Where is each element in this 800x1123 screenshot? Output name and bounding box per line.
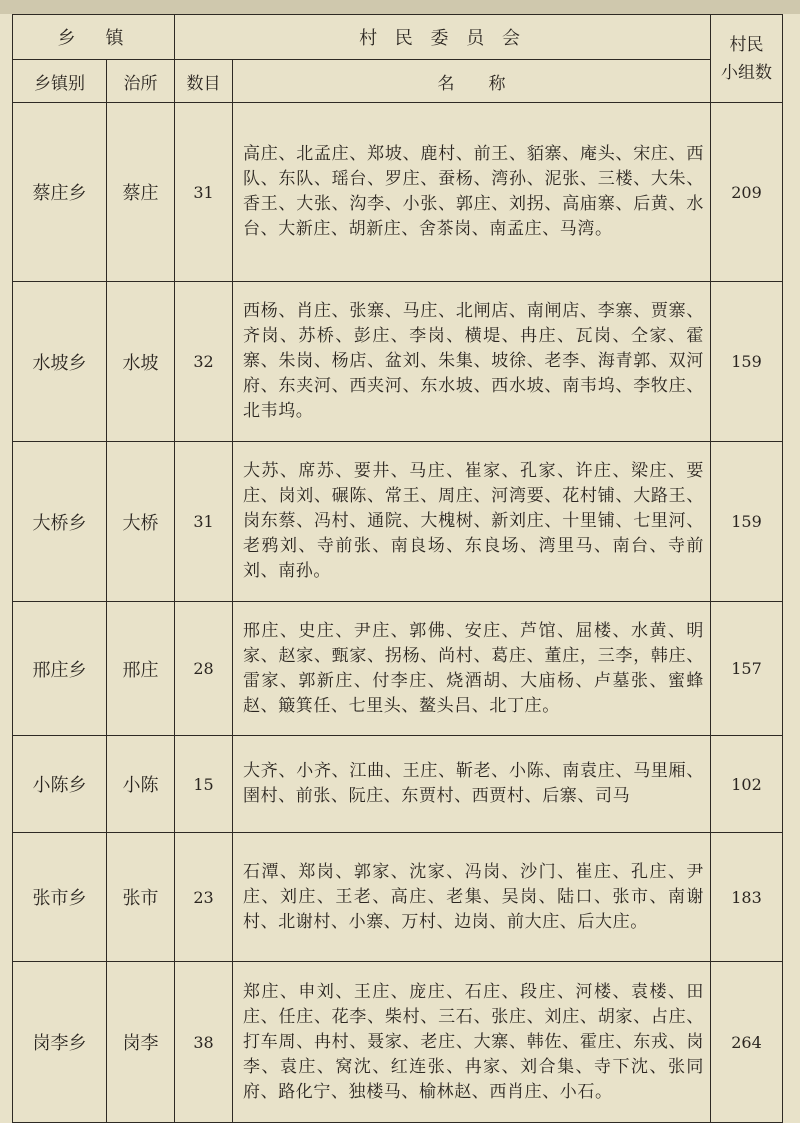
town-cell: 蔡庄乡 bbox=[13, 103, 107, 282]
groups-cell: 102 bbox=[711, 736, 783, 833]
header-town-name: 乡镇别 bbox=[13, 60, 107, 103]
groups-cell: 209 bbox=[711, 103, 783, 282]
header-count: 数目 bbox=[175, 60, 233, 103]
names-cell: 大苏、席苏、要井、马庄、崔家、孔家、许庄、梁庄、要庄、岗刘、碾陈、常王、周庄、河湾要、花村铺、大路王、岗东蔡、冯村、通院、大槐树、新刘庄、十里铺、七里河、老鸦刘、寺前张、南良场、东良场、湾里马、南台、寺前刘、南孙。 bbox=[233, 442, 711, 602]
table-row bbox=[13, 602, 783, 736]
town-cell: 邢庄乡 bbox=[13, 602, 107, 736]
count-cell: 31 bbox=[175, 103, 233, 282]
header-group-count-line2: 小组数 bbox=[721, 62, 773, 83]
seat-cell: 蔡庄 bbox=[107, 103, 175, 282]
table-row bbox=[13, 442, 783, 602]
page-top-edge bbox=[0, 0, 800, 14]
groups-cell: 159 bbox=[711, 282, 783, 442]
table-row bbox=[13, 736, 783, 833]
seat-cell: 水坡 bbox=[107, 282, 175, 442]
count-cell: 31 bbox=[175, 442, 233, 602]
town-cell: 水坡乡 bbox=[13, 282, 107, 442]
seat-cell: 张市 bbox=[107, 833, 175, 962]
header-names: 名 称 bbox=[233, 60, 711, 103]
header-village-committee: 村 民 委 员 会 bbox=[175, 15, 711, 60]
town-cell: 张市乡 bbox=[13, 833, 107, 962]
table-row bbox=[13, 833, 783, 962]
names-cell: 西杨、肖庄、张寨、马庄、北闸店、南闸店、李寨、贾寨、齐岗、苏桥、彭庄、李岗、横堤、冉庄、瓦岗、仝家、霍寨、朱岗、杨店、盆刘、朱集、坡徐、老李、海青郭、双河府、东夹河、西夹河、东水坡、西水坡、南韦坞、李牧庄、北韦坞。 bbox=[233, 282, 711, 442]
town-cell: 小陈乡 bbox=[13, 736, 107, 833]
names-cell: 高庄、北孟庄、郑坡、鹿村、前王、貊寨、庵头、宋庄、西队、东队、瑶台、罗庄、蚕杨、湾孙、泥张、三楼、大朱、香王、大张、沟李、小张、郭庄、刘拐、高庙寨、后黄、水台、大新庄、胡新庄、舍茶岗、南孟庄、马湾。 bbox=[233, 103, 711, 282]
groups-cell: 183 bbox=[711, 833, 783, 962]
groups-cell: 264 bbox=[711, 962, 783, 1123]
count-cell: 23 bbox=[175, 833, 233, 962]
table-row bbox=[13, 103, 783, 282]
count-cell: 28 bbox=[175, 602, 233, 736]
seat-cell: 邢庄 bbox=[107, 602, 175, 736]
header-seat: 治所 bbox=[107, 60, 175, 103]
seat-cell: 小陈 bbox=[107, 736, 175, 833]
town-cell: 大桥乡 bbox=[13, 442, 107, 602]
count-cell: 38 bbox=[175, 962, 233, 1123]
names-cell: 石潭、郑岗、郭家、沈家、冯岗、沙门、崔庄、孔庄、尹庄、刘庄、王老、高庄、老集、吴岗、陆口、张市、南谢村、北谢村、小寨、万村、边岗、前大庄、后大庄。 bbox=[233, 833, 711, 962]
count-cell: 15 bbox=[175, 736, 233, 833]
header-group-count-line1: 村民 bbox=[729, 34, 764, 55]
table-row bbox=[13, 962, 783, 1123]
seat-cell: 岗李 bbox=[107, 962, 175, 1123]
seat-cell: 大桥 bbox=[107, 442, 175, 602]
count-cell: 32 bbox=[175, 282, 233, 442]
groups-cell: 159 bbox=[711, 442, 783, 602]
town-cell: 岗李乡 bbox=[13, 962, 107, 1123]
table-row bbox=[13, 282, 783, 442]
names-cell: 郑庄、申刘、王庄、庞庄、石庄、段庄、河楼、袁楼、田庄、任庄、花李、柴村、三石、张庄、刘庄、胡家、占庄、打车周、冉村、聂家、老庄、大寨、韩佐、霍庄、东戎、岗李、袁庄、窝沈、红连张、冉家、刘合集、寺下沈、张同府、路化宁、独楼马、榆林赵、西肖庄、小石。 bbox=[233, 962, 711, 1123]
names-cell: 大齐、小齐、江曲、王庄、靳老、小陈、南袁庄、马里厢、圉村、前张、阮庄、东贾村、西贾村、后寨、司马 bbox=[233, 736, 711, 833]
names-cell: 邢庄、史庄、尹庄、郭佛、安庄、芦馆、屈楼、水黄、明家、赵家、甄家、拐杨、尚村、葛庄、董庄，三李，韩庄、雷家、郭新庄、付李庄、烧酒胡、大庙杨、卢墓张、蜜蜂赵、簸箕任、七里头、鳌头吕、北丁庄。 bbox=[233, 602, 711, 736]
header-xiangzhen: 乡 镇 bbox=[13, 15, 175, 60]
village-committee-table bbox=[12, 14, 783, 1123]
header-group-count bbox=[711, 15, 783, 103]
groups-cell: 157 bbox=[711, 602, 783, 736]
